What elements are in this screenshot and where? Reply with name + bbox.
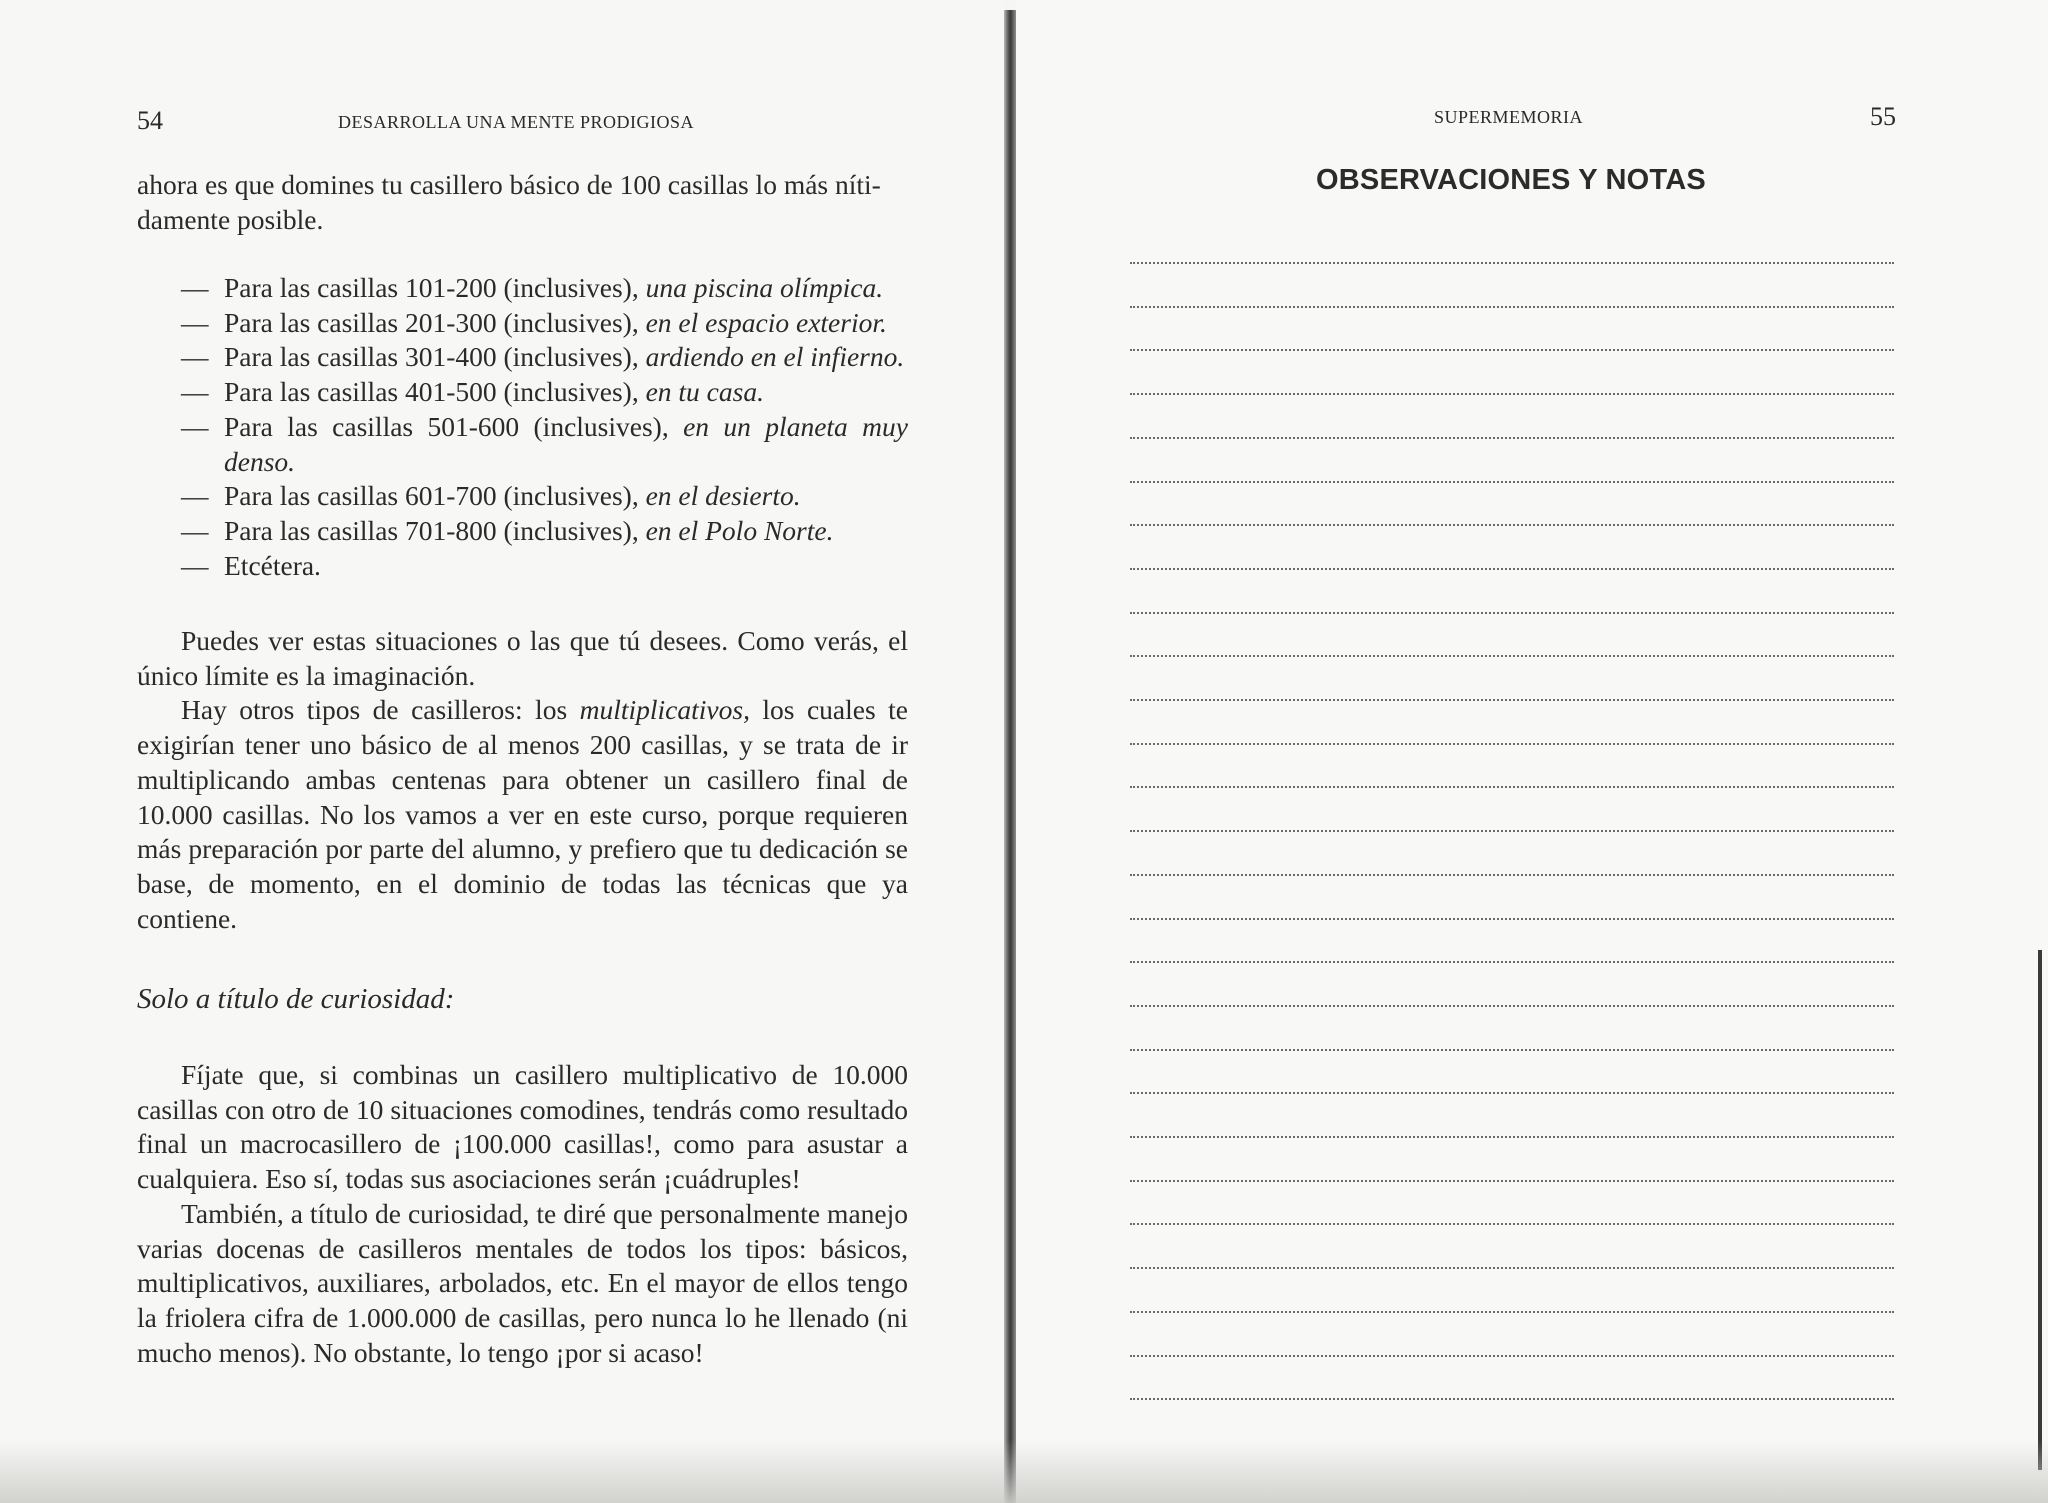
page-edge [2038, 950, 2042, 1470]
paragraph: Puedes ver estas situaciones o las que tú desees. Como verás, el único límite es la imaginación. [137, 625, 908, 691]
list-item: — Para las casillas 701-800 (inclusives), en el Polo Norte. [181, 514, 834, 546]
note-line [1130, 699, 1894, 701]
list-item: — Para las casillas 101-200 (inclusives), una piscina olímpica. [181, 272, 884, 303]
curiosity-paragraphs [137, 1058, 908, 1370]
note-line [1130, 743, 1894, 745]
book-gutter [1004, 10, 1016, 1503]
page-number-left: 54 [137, 106, 163, 135]
note-line [1130, 830, 1894, 832]
running-head-right: SUPERMEMORIA [1434, 107, 1584, 127]
page-number-right: 55 [1870, 102, 1896, 131]
paragraph: Fíjate que, si combinas un casillero multiplicativo de 10.000 casillas con otro de 10 situaciones comodines, tendrás como resultado final un macrocasillero de ¡100.000 casillas!, como para asustar a cualquiera. Eso sí, todas sus asociaciones serán ¡cuádruples! [137, 1059, 908, 1195]
situations-list [181, 271, 908, 583]
bottom-shadow [0, 1440, 2048, 1503]
list-item: — Para las casillas 401-500 (inclusives), en tu casa. [181, 376, 764, 408]
list-item: — Para las casillas 201-300 (inclusives), en el espacio exterior. [181, 306, 887, 338]
note-line [1130, 1355, 1894, 1357]
intro-paragraph: ahora es que domines tu casillero básico de 100 casillas lo más níti- damente posible. [137, 169, 881, 235]
note-line [1130, 437, 1894, 439]
list-item: — Para las casillas 501-600 (inclusives), en un planeta muy denso. [181, 410, 908, 477]
note-line [1130, 961, 1894, 963]
note-line [1130, 1267, 1894, 1269]
note-line [1130, 1049, 1894, 1051]
section-subheading: Solo a título de curiosidad: [137, 983, 455, 1015]
note-line [1130, 349, 1894, 351]
note-line [1130, 262, 1894, 264]
note-line [1130, 918, 1894, 920]
body-paragraphs [137, 624, 908, 936]
note-line [1130, 655, 1894, 657]
notes-title: OBSERVACIONES Y NOTAS [1316, 164, 1706, 196]
note-line [1130, 1398, 1894, 1400]
note-line [1130, 612, 1894, 614]
note-line [1130, 1223, 1894, 1225]
note-line [1130, 786, 1894, 788]
list-item: — Para las casillas 601-700 (inclusives), en el desierto. [181, 480, 801, 512]
note-line [1130, 393, 1894, 395]
note-line [1130, 874, 1894, 876]
paragraph: También, a título de curiosidad, te diré que personalmente manejo varias docenas de casilleros mentales de todos los tipos: básicos, multiplicativos, auxiliares, arbolados, etc. En el mayor de ellos tengo la friolera cifra de 1.000.000 de casillas, pero nunca lo he llenado (ni mucho menos). No obstante, lo tengo ¡por si acaso! [137, 1197, 908, 1368]
running-head-left: DESARROLLA UNA MENTE PRODIGIOSA [338, 112, 695, 132]
note-line [1130, 1005, 1894, 1007]
note-line [1130, 1136, 1894, 1138]
note-line [1130, 1180, 1894, 1182]
note-line [1130, 481, 1894, 483]
right-page [1016, 0, 2048, 1503]
note-line [1130, 1311, 1894, 1313]
note-line [1130, 524, 1894, 526]
left-page [0, 0, 1004, 1503]
list-item: — Etcétera. [181, 549, 321, 581]
paragraph: Hay otros tipos de casilleros: los multiplicativos, los cuales te exigirían tener uno básico de al menos 200 casillas, y se trata de ir multiplicando ambas centenas para obtener un casillero final de 10.000 casillas. No los vamos a ver en este curso, porque requieren más preparación por parte del alumno, y prefiero que tu dedicación se base, de momento, en el dominio de todas las técnicas que ya contiene. [137, 694, 908, 934]
note-line [1130, 568, 1894, 570]
note-line [1130, 306, 1894, 308]
list-item: — Para las casillas 301-400 (inclusives), ardiendo en el infierno. [181, 341, 905, 373]
note-line [1130, 1092, 1894, 1094]
